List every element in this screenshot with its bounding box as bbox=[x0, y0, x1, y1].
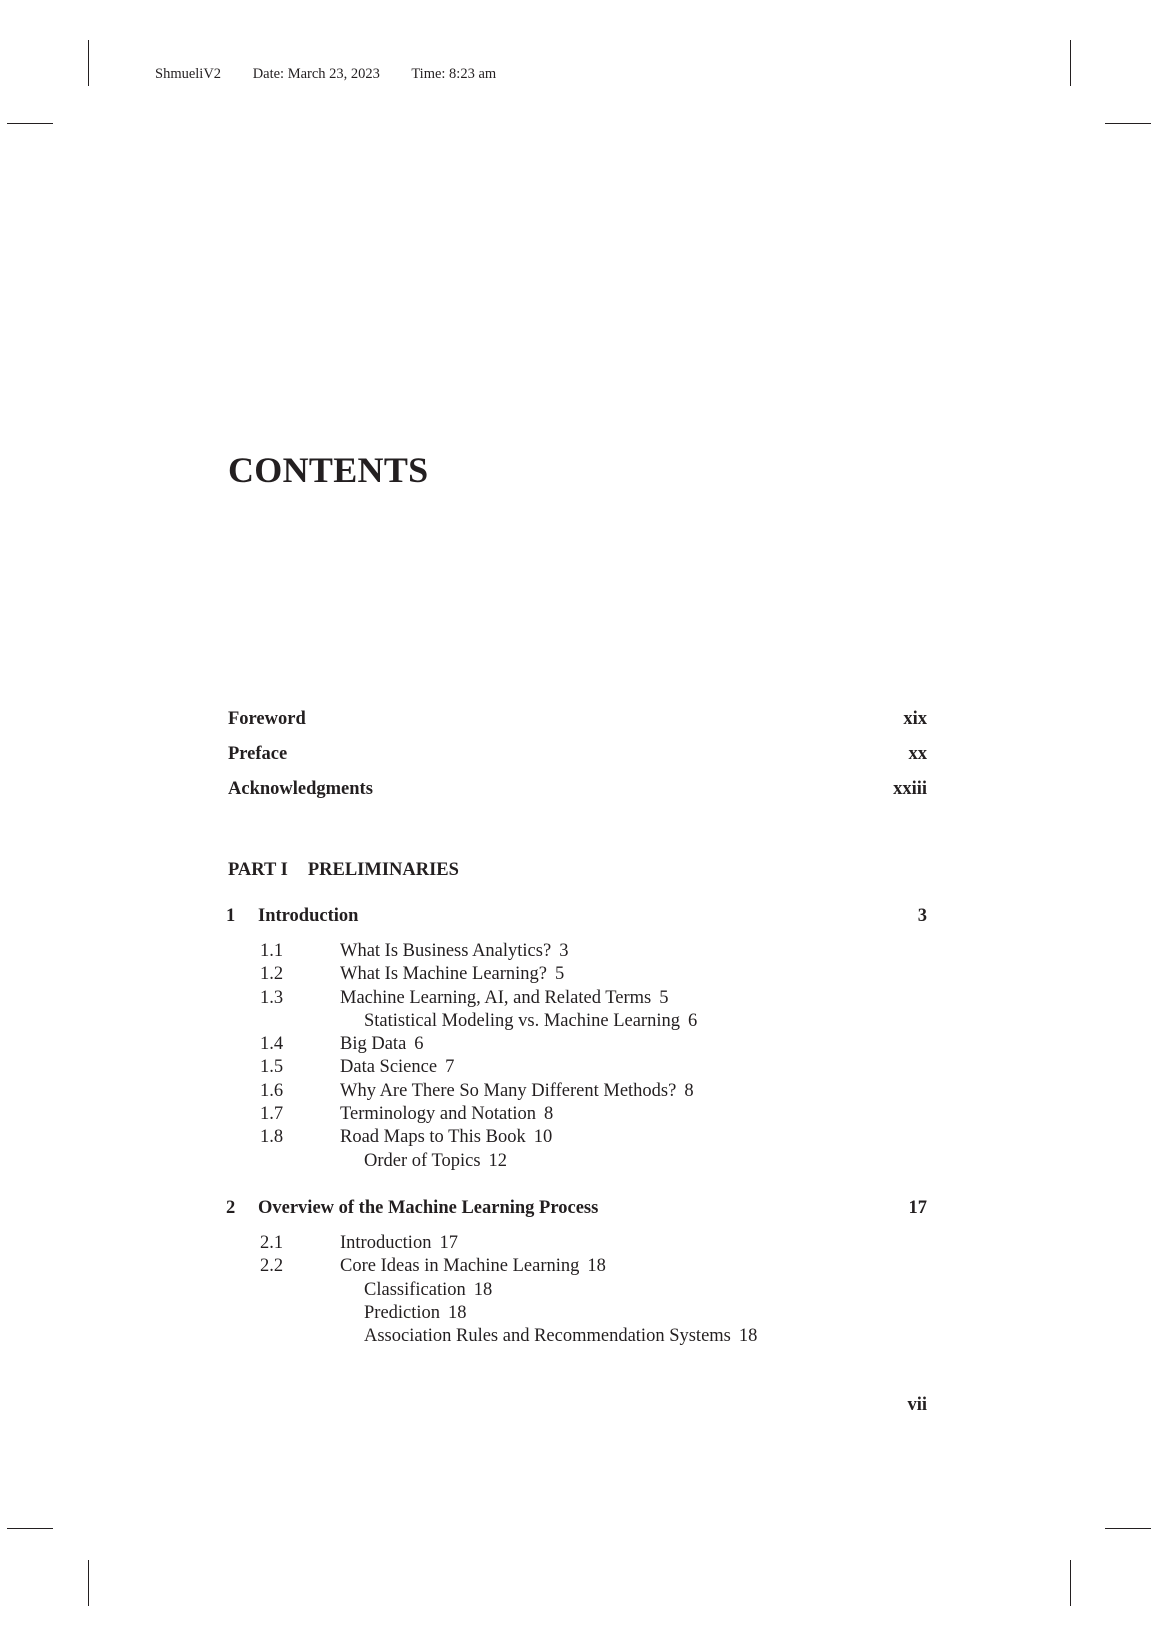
toc-section[interactable] bbox=[260, 987, 697, 1010]
toc-subsection[interactable] bbox=[260, 1279, 757, 1302]
entry-title: Data Science bbox=[340, 1057, 438, 1078]
toc-chapter[interactable] bbox=[226, 907, 927, 926]
toc-front-label: Foreword bbox=[228, 709, 306, 729]
page-title: CONTENTS bbox=[228, 450, 429, 490]
entry-title: Introduction bbox=[340, 1233, 432, 1253]
header-time: Time: 8:23 am bbox=[411, 66, 497, 82]
header-book-id: ShmueliV2 bbox=[155, 66, 222, 82]
section-number: 1.2 bbox=[260, 964, 284, 985]
entry-page: 7 bbox=[445, 1057, 455, 1078]
crop-mark-top-right bbox=[1070, 40, 1071, 86]
entry-page: 8 bbox=[684, 1080, 694, 1101]
toc-front-item[interactable] bbox=[228, 710, 927, 729]
toc-section[interactable] bbox=[260, 1232, 757, 1255]
crop-mark-bottom-left-h bbox=[7, 1528, 53, 1529]
toc-front-page: xix bbox=[903, 709, 927, 729]
toc-subsection[interactable] bbox=[260, 1325, 757, 1348]
toc-subsection[interactable] bbox=[260, 1302, 757, 1325]
section-number: 1.8 bbox=[260, 1127, 284, 1148]
page-number: vii bbox=[907, 1395, 927, 1415]
toc-section[interactable] bbox=[260, 963, 697, 986]
chapter-number: 1 bbox=[226, 906, 236, 926]
entry-title: Machine Learning, AI, and Related Terms bbox=[340, 987, 652, 1008]
entry-title: Prediction bbox=[364, 1302, 441, 1323]
section-number: 1.6 bbox=[260, 1080, 284, 1101]
crop-mark-top-left bbox=[88, 40, 89, 86]
toc-section[interactable] bbox=[260, 1056, 697, 1079]
part-number: PART I bbox=[228, 860, 288, 880]
entry-page: 8 bbox=[544, 1104, 554, 1125]
entry-title: Why Are There So Many Different Methods? bbox=[340, 1080, 677, 1101]
toc-subsection[interactable] bbox=[260, 1010, 697, 1033]
entry-title: What Is Business Analytics? bbox=[340, 941, 552, 961]
entry-page: 6 bbox=[687, 1010, 698, 1031]
entry-title: Statistical Modeling vs. Machine Learning bbox=[364, 1010, 680, 1031]
entry-page: 18 bbox=[473, 1279, 493, 1300]
entry-page: 18 bbox=[587, 1256, 606, 1277]
section-number: 1.7 bbox=[260, 1104, 284, 1125]
entry-title: Classification bbox=[364, 1279, 466, 1300]
toc-section[interactable] bbox=[260, 1126, 697, 1149]
chapter-number: 2 bbox=[226, 1198, 236, 1218]
entry-page: 10 bbox=[533, 1127, 553, 1148]
running-header bbox=[155, 66, 524, 83]
chapter-page: 3 bbox=[917, 906, 927, 926]
entry-page: 18 bbox=[738, 1326, 758, 1347]
part-title: PRELIMINARIES bbox=[307, 860, 459, 880]
entry-page: 5 bbox=[659, 987, 669, 1008]
toc-front-label: Acknowledgments bbox=[228, 779, 373, 799]
entry-page: 5 bbox=[555, 964, 565, 985]
section-number: 1.5 bbox=[260, 1057, 284, 1078]
section-number: 1.4 bbox=[260, 1034, 284, 1055]
chapter-1-entries bbox=[260, 940, 697, 1173]
toc-section[interactable] bbox=[260, 1103, 697, 1126]
toc-section[interactable] bbox=[260, 940, 697, 963]
crop-mark-top-left-h bbox=[7, 123, 53, 124]
crop-mark-bottom-left bbox=[88, 1560, 89, 1606]
entry-title: Order of Topics bbox=[364, 1150, 481, 1171]
toc-section[interactable] bbox=[260, 1080, 697, 1103]
section-number: 2.1 bbox=[260, 1233, 284, 1253]
chapter-page: 17 bbox=[908, 1198, 927, 1218]
part-heading bbox=[228, 861, 459, 880]
toc-front-item[interactable] bbox=[228, 780, 927, 799]
section-number: 1.3 bbox=[260, 987, 284, 1008]
entry-title: Core Ideas in Machine Learning bbox=[340, 1256, 580, 1277]
section-number: 1.1 bbox=[260, 941, 284, 961]
entry-page: 6 bbox=[414, 1034, 424, 1055]
chapter-2-entries bbox=[260, 1232, 757, 1348]
header-date: Date: March 23, 2023 bbox=[252, 66, 380, 82]
crop-mark-bottom-right bbox=[1070, 1560, 1071, 1606]
toc-section[interactable] bbox=[260, 1255, 757, 1278]
chapter-title: Overview of the Machine Learning Process bbox=[258, 1198, 599, 1218]
toc-front-label: Preface bbox=[228, 744, 288, 764]
crop-mark-bottom-right-h bbox=[1105, 1528, 1151, 1529]
chapter-title: Introduction bbox=[258, 906, 359, 926]
entry-page: 3 bbox=[559, 941, 569, 961]
entry-page: 18 bbox=[448, 1302, 467, 1323]
toc-front-page: xxiii bbox=[893, 779, 927, 799]
entry-page: 12 bbox=[488, 1150, 508, 1171]
section-number: 2.2 bbox=[260, 1256, 284, 1277]
toc-section[interactable] bbox=[260, 1033, 697, 1056]
entry-title: Association Rules and Recommendation Systems bbox=[364, 1326, 731, 1347]
entry-title: Terminology and Notation bbox=[340, 1104, 537, 1125]
entry-title: Road Maps to This Book bbox=[340, 1127, 526, 1148]
toc-chapter[interactable] bbox=[226, 1199, 927, 1218]
entry-page: 17 bbox=[439, 1233, 458, 1253]
crop-mark-top-right-h bbox=[1105, 123, 1151, 124]
entry-title: Big Data bbox=[340, 1034, 407, 1055]
toc-front-page: xx bbox=[908, 744, 927, 764]
toc-front-item[interactable] bbox=[228, 745, 927, 764]
entry-title: What Is Machine Learning? bbox=[340, 964, 548, 985]
toc-subsection[interactable] bbox=[260, 1150, 697, 1173]
